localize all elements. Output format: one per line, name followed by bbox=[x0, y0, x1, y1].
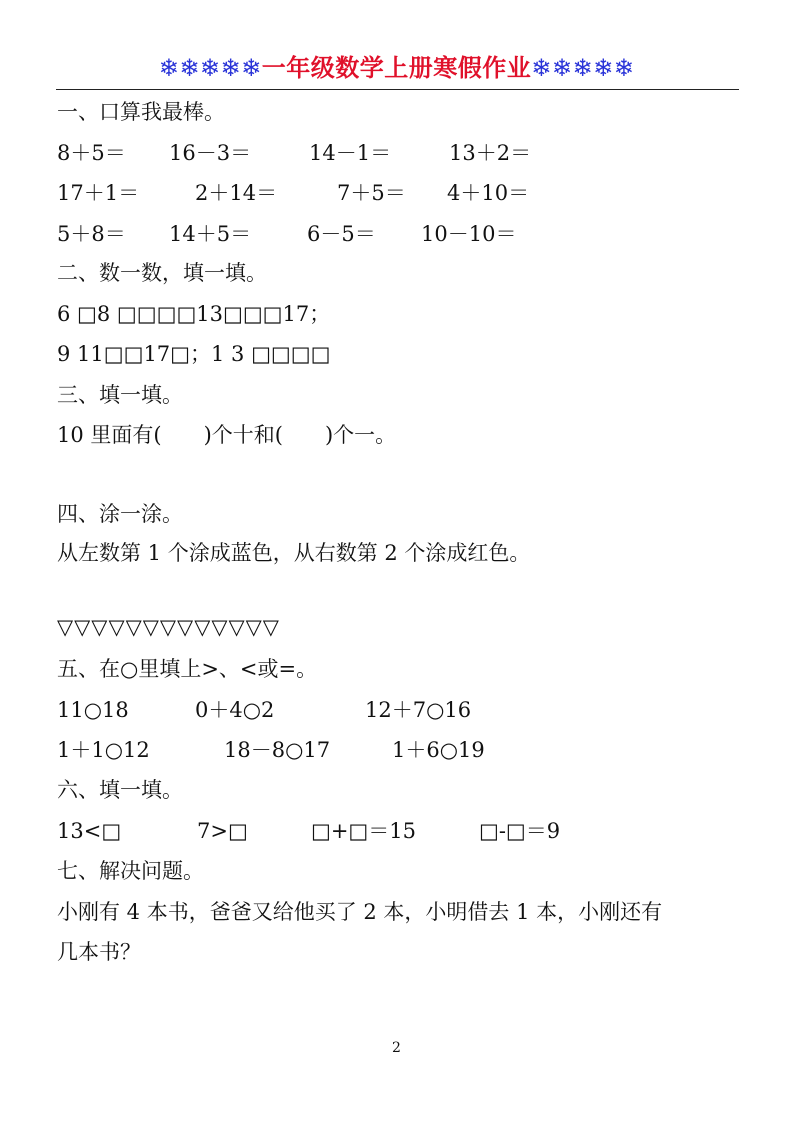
page-number: 2 bbox=[392, 1040, 401, 1056]
arithmetic-row-3 bbox=[57, 219, 737, 249]
problem: 5＋8＝ bbox=[57, 222, 126, 246]
number-sequence-2: 9 11□□17□；1 3 □□□□ bbox=[57, 342, 331, 366]
problem: 16－3＝ bbox=[169, 141, 252, 165]
snowflake-icon: ❄❄❄❄❄ bbox=[158, 54, 262, 82]
word-problem-line-1: 小刚有 4 本书，爸爸又给他买了 2 本，小明借去 1 本，小刚还有 bbox=[57, 900, 663, 924]
header-divider bbox=[56, 89, 739, 90]
arithmetic-row-2 bbox=[57, 178, 737, 208]
fill-box-row bbox=[57, 816, 737, 846]
problem: 10－10＝ bbox=[421, 222, 517, 246]
word-problem-line-2: 几本书？ bbox=[57, 940, 141, 964]
tens-ones-question: 10 里面有( )个十和( )个一。 bbox=[57, 423, 397, 447]
number-sequence-1: 6 □8 □□□□13□□□17； bbox=[57, 302, 331, 326]
fill-problem: □+□＝15 bbox=[311, 819, 416, 843]
problem: 17＋1＝ bbox=[57, 181, 140, 205]
problem: 4＋10＝ bbox=[447, 181, 530, 205]
problem: 8＋5＝ bbox=[57, 141, 126, 165]
problem: 13＋2＝ bbox=[449, 141, 532, 165]
compare-row-1 bbox=[57, 695, 737, 725]
section5-heading: 五、在○里填上>、<或=。 bbox=[57, 657, 318, 681]
worksheet-title bbox=[0, 48, 793, 83]
problem: 2＋14＝ bbox=[195, 181, 278, 205]
fill-problem: 13<□ bbox=[57, 819, 122, 843]
compare-row-2 bbox=[57, 735, 737, 765]
title-text: 一年级数学上册寒假作业 bbox=[261, 54, 532, 82]
problem: 7＋5＝ bbox=[337, 181, 406, 205]
section3-heading: 三、填一填。 bbox=[57, 383, 183, 407]
fill-problem: 7>□ bbox=[197, 819, 248, 843]
section1-heading: 一、口算我最棒。 bbox=[57, 100, 225, 124]
comparison: 11○18 bbox=[57, 698, 129, 722]
snowflake-icon: ❄❄❄❄❄ bbox=[531, 54, 635, 82]
comparison: 1＋1○12 bbox=[57, 738, 150, 762]
comparison: 18－8○17 bbox=[224, 738, 331, 762]
comparison: 1＋6○19 bbox=[392, 738, 485, 762]
problem: 14－1＝ bbox=[309, 141, 392, 165]
section6-heading: 六、填一填。 bbox=[57, 778, 183, 802]
section4-heading: 四、涂一涂。 bbox=[57, 502, 183, 526]
problem: 14＋5＝ bbox=[169, 222, 252, 246]
problem: 6－5＝ bbox=[307, 222, 376, 246]
triangle-row: ▽▽▽▽▽▽▽▽▽▽▽▽▽ bbox=[57, 615, 280, 639]
comparison: 0＋4○2 bbox=[195, 698, 275, 722]
fill-problem: □-□＝9 bbox=[479, 819, 561, 843]
section2-heading: 二、数一数，填一填。 bbox=[57, 261, 267, 285]
section7-heading: 七、解决问题。 bbox=[57, 859, 204, 883]
arithmetic-row-1 bbox=[57, 138, 737, 168]
comparison: 12＋7○16 bbox=[365, 698, 472, 722]
coloring-instruction: 从左数第 1 个涂成蓝色，从右数第 2 个涂成红色。 bbox=[57, 541, 531, 565]
